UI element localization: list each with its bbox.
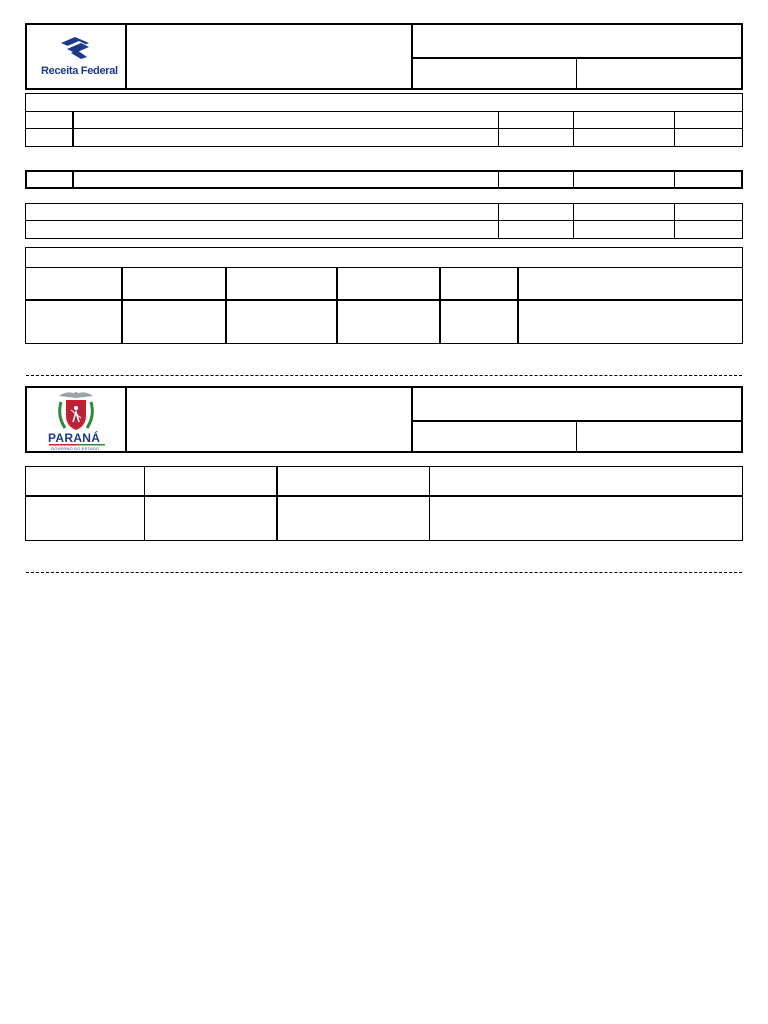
single-row [25, 170, 743, 189]
receita-logo-text: Receita Federal [41, 65, 118, 77]
totals-rows [25, 203, 743, 239]
items-table [25, 93, 743, 147]
stub-block [25, 466, 743, 541]
receita-logo-cell [27, 25, 126, 88]
detail-block [25, 247, 743, 344]
cut-line-bottom [26, 572, 742, 573]
receita-header [25, 23, 743, 90]
cut-line [26, 375, 742, 376]
parana-logo-cell [27, 388, 126, 451]
parana-logo-subtitle: GOVERNO DO ESTADO [51, 446, 100, 451]
receita-federal-logo-icon [27, 25, 126, 88]
parana-header [25, 386, 743, 453]
parana-logo-name: PARANÁ [48, 431, 101, 445]
